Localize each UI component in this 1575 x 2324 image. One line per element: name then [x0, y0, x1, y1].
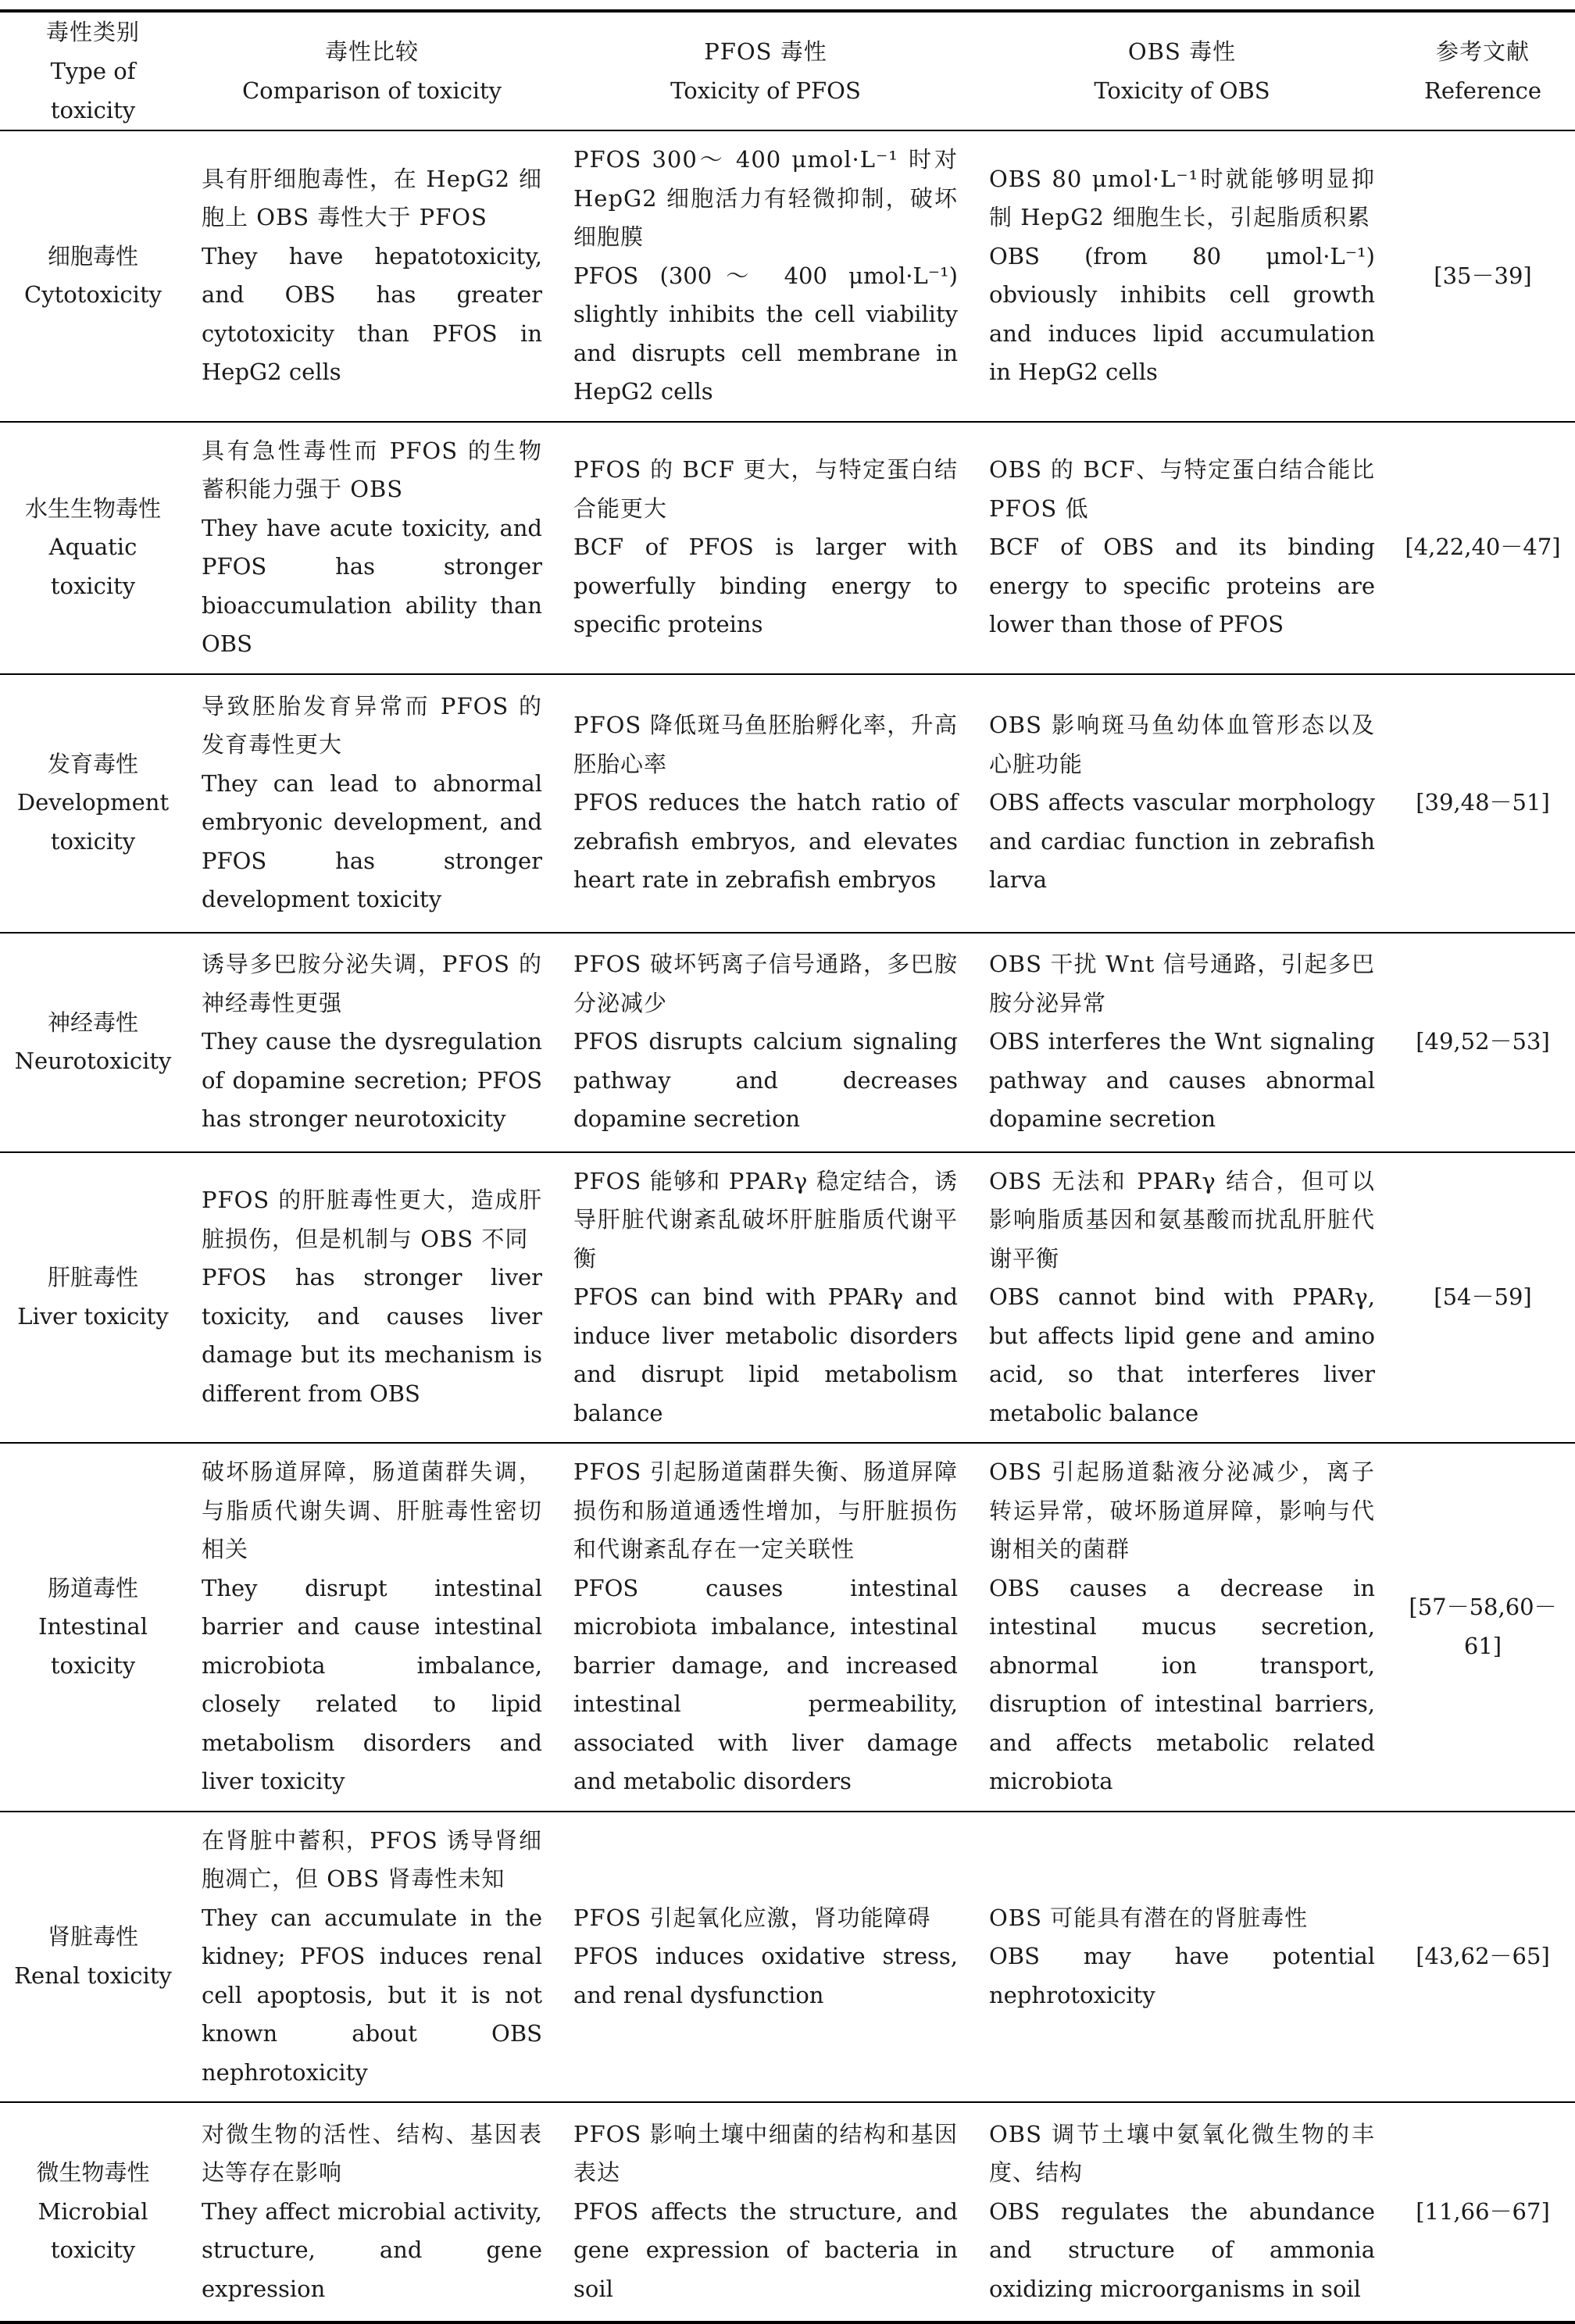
reference-cell: [4,22,40－47] [1391, 422, 1575, 674]
table-row [0, 933, 1575, 1152]
obs-cell [973, 1152, 1391, 1444]
comparison-cn: 具有急性毒性而 PFOS 的生物蓄积能力强于 OBS [202, 437, 542, 502]
obs-cn: OBS 80 μmol·L⁻¹时就能够明显抑制 HepG2 细胞生长，引起脂质积累 [989, 165, 1375, 231]
header-obs-toxicity [973, 11, 1391, 130]
comparison-cn: 在肾脏中蓄积，PFOS 诱导肾细胞凋亡，但 OBS 肾毒性未知 [202, 1826, 542, 1892]
pfos-cn: PFOS 引起肠道菌群失衡、肠道屏障损伤和肠道通透性增加，与肝脏损伤和代谢紊乱存在一定关联性 [573, 1458, 958, 1562]
header-reference [1391, 11, 1575, 130]
obs-cn: OBS 引起肠道黏液分泌减少，离子转运异常，破坏肠道屏障，影响与代谢相关的菌群 [989, 1458, 1375, 1562]
obs-cn: OBS 的 BCF、与特定蛋白结合能比 PFOS 低 [989, 456, 1375, 522]
table-row [0, 422, 1575, 674]
obs-cell [973, 1443, 1391, 1812]
reference-cell: [43,62－65] [1391, 1812, 1575, 2103]
pfos-cn: PFOS 引起氧化应激，肾功能障碍 [573, 1904, 931, 1931]
table-row [0, 130, 1575, 422]
obs-en: OBS affects vascular morphology and cardiac function in zebrafish larva [989, 789, 1375, 894]
category-en: Microbial toxicity [38, 2197, 148, 2264]
category-cn: 细胞毒性 [47, 242, 138, 270]
table-row [0, 674, 1575, 933]
reference-cell: [54－59] [1391, 1152, 1575, 1444]
category-en: Intestinal toxicity [38, 1613, 148, 1679]
category-cell [0, 1443, 186, 1812]
comparison-en: They can accumulate in the kidney; PFOS induces renal cell apoptosis, but it is not known about OBS nephrotoxicity [202, 1904, 542, 2086]
header-cn: 毒性类别 [45, 19, 140, 45]
header-comparison [186, 11, 558, 130]
pfos-cell [558, 1152, 973, 1444]
pfos-en: PFOS causes intestinal microbiota imbalance, intestinal barrier damage, and increased intestinal permeability, associated with liver damage and metabolic disorders [573, 1574, 958, 1794]
pfos-cell [558, 1443, 973, 1812]
comparison-cn: 诱导多巴胺分泌失调，PFOS 的神经毒性更强 [202, 951, 542, 1016]
comparison-cell [186, 1443, 558, 1812]
obs-en: OBS cannot bind with PPARγ, but affects lipid gene and amino acid, so that interferes liver metabolic balance [989, 1283, 1375, 1426]
category-cell [0, 933, 186, 1152]
table-body [0, 130, 1575, 2322]
header-cn: 参考文献 [1435, 38, 1530, 65]
category-cell [0, 1152, 186, 1444]
comparison-cn: 破坏肠道屏障，肠道菌群失调，与脂质代谢失调、肝脏毒性密切相关 [202, 1458, 542, 1562]
category-cn: 肾脏毒性 [47, 1923, 138, 1951]
pfos-cell [558, 674, 973, 933]
comparison-en: PFOS has stronger liver toxicity, and causes liver damage but its mechanism is different from OBS [202, 1264, 542, 1407]
pfos-cn: PFOS 的 BCF 更大，与特定蛋白结合能更大 [573, 456, 958, 522]
reference-cell: [39,48－51] [1391, 674, 1575, 933]
header-en: Comparison of toxicity [241, 77, 502, 104]
comparison-cn: 导致胚胎发育异常而 PFOS 的发育毒性更大 [202, 692, 542, 758]
table-row [0, 1152, 1575, 1444]
comparison-cell [186, 933, 558, 1152]
toxicity-comparison-table-wrapper [0, 9, 1575, 2324]
reference-cell: [49,52－53] [1391, 933, 1575, 1152]
category-cn: 肠道毒性 [47, 1574, 138, 1601]
obs-cell [973, 130, 1391, 422]
pfos-en: PFOS reduces the hatch ratio of zebrafish embryos, and elevates heart rate in zebrafish embryos [573, 789, 958, 894]
pfos-en: BCF of PFOS is larger with powerfully binding energy to specific proteins [573, 534, 958, 638]
obs-en: BCF of OBS and its binding energy to specific proteins are lower than those of PFOS [989, 534, 1375, 638]
pfos-en: PFOS induces oxidative stress, and renal dysfunction [573, 1943, 958, 2008]
category-en: Neurotoxicity [14, 1048, 172, 1074]
category-en: Development toxicity [16, 789, 170, 855]
pfos-cell [558, 422, 973, 674]
pfos-cn: PFOS 300～ 400 μmol·L⁻¹ 时对 HepG2 细胞活力有轻微抑制，破坏细胞膜 [573, 146, 958, 250]
category-cn: 神经毒性 [47, 1008, 138, 1036]
category-cn: 微生物毒性 [36, 2159, 150, 2187]
reference-cell: [35－39] [1391, 130, 1575, 422]
pfos-en: PFOS (300～ 400 μmol·L⁻¹) slightly inhibits the cell viability and disrupts cell membrane in HepG2 cells [573, 262, 958, 405]
pfos-cn: PFOS 能够和 PPARγ 稳定结合，诱导肝脏代谢紊乱破坏肝脏脂质代谢平衡 [573, 1167, 958, 1272]
header-en: Toxicity of OBS [1094, 77, 1270, 104]
comparison-en: They disrupt intestinal barrier and cause intestinal microbiota imbalance, closely related to lipid metabolism disorders and liver toxicity [202, 1574, 542, 1794]
category-cell [0, 2102, 186, 2322]
reference-cell: [11,66－67] [1391, 2102, 1575, 2322]
category-cn: 发育毒性 [47, 750, 138, 777]
header-type-of-toxicity [0, 11, 186, 130]
obs-en: OBS causes a decrease in intestinal mucus secretion, abnormal ion transport, disruption of intestinal barriers, and affects metabolic related microbiota [989, 1574, 1375, 1794]
pfos-cn: PFOS 破坏钙离子信号通路，多巴胺分泌减少 [573, 951, 958, 1016]
comparison-en: They have hepatotoxicity, and OBS has greater cytotoxicity than PFOS in HepG2 cells [202, 242, 542, 386]
obs-cn: OBS 可能具有潜在的肾脏毒性 [989, 1904, 1309, 1931]
comparison-cell [186, 2102, 558, 2322]
obs-en: OBS interferes the Wnt signaling pathway and causes abnormal dopamine secretion [989, 1028, 1375, 1133]
category-cell [0, 1812, 186, 2103]
category-en: Renal toxicity [14, 1962, 172, 1989]
comparison-en: They cause the dysregulation of dopamine secretion; PFOS has stronger neurotoxicity [202, 1028, 542, 1133]
comparison-en: They affect microbial activity, structure, and gene expression [202, 2197, 542, 2302]
obs-cell [973, 1812, 1391, 2103]
comparison-cell [186, 422, 558, 674]
comparison-cell [186, 1812, 558, 2103]
table-row [0, 1443, 1575, 1812]
pfos-en: PFOS can bind with PPARγ and induce liver metabolic disorders and disrupt lipid metabolism balance [573, 1283, 958, 1426]
obs-cn: OBS 无法和 PPARγ 结合，但可以影响脂质基因和氨基酸而扰乱肝脏代谢平衡 [989, 1167, 1375, 1272]
comparison-cn: 具有肝细胞毒性，在 HepG2 细胞上 OBS 毒性大于 PFOS [202, 165, 542, 231]
header-row [0, 11, 1575, 130]
header-cn: 毒性比较 [324, 38, 419, 65]
obs-en: OBS may have potential nephrotoxicity [989, 1943, 1375, 2008]
header-pfos-toxicity [558, 11, 973, 130]
comparison-en: They can lead to abnormal embryonic development, and PFOS has stronger development toxicity [202, 769, 542, 912]
category-en: Cytotoxicity [24, 281, 162, 309]
obs-cell [973, 2102, 1391, 2322]
pfos-en: PFOS disrupts calcium signaling pathway and decreases dopamine secretion [573, 1028, 958, 1133]
category-cell [0, 422, 186, 674]
pfos-cell [558, 2102, 973, 2322]
comparison-cn: 对微生物的活性、结构、基因表达等存在影响 [202, 2120, 542, 2187]
obs-cn: OBS 调节土壤中氨氧化微生物的丰度、结构 [989, 2120, 1375, 2187]
comparison-cn: PFOS 的肝脏毒性更大，造成肝脏损伤，但是机制与 OBS 不同 [202, 1187, 542, 1252]
header-en: Reference [1424, 77, 1541, 104]
obs-cell [973, 674, 1391, 933]
pfos-cell [558, 1812, 973, 2103]
comparison-en: They have acute toxicity, and PFOS has stronger bioaccumulation ability than OBS [202, 514, 542, 657]
comparison-cell [186, 1152, 558, 1444]
comparison-cell [186, 130, 558, 422]
obs-en: OBS regulates the abundance and structure of ammonia oxidizing microorganisms in soil [989, 2197, 1375, 2302]
pfos-cn: PFOS 降低斑马鱼胚胎孵化率，升高胚胎心率 [573, 712, 958, 777]
pfos-cell [558, 933, 973, 1152]
category-en: Aquatic toxicity [48, 534, 138, 599]
category-cell [0, 674, 186, 933]
category-cn: 水生生物毒性 [24, 494, 161, 522]
reference-cell: [57－58,60－61] [1391, 1443, 1575, 1812]
category-cell [0, 130, 186, 422]
obs-cell [973, 422, 1391, 674]
pfos-en: PFOS affects the structure, and gene expression of bacteria in soil [573, 2197, 958, 2302]
toxicity-comparison-table [0, 9, 1575, 2324]
obs-cn: OBS 影响斑马鱼幼体血管形态以及心脏功能 [989, 712, 1375, 777]
header-en: Toxicity of PFOS [670, 77, 861, 104]
obs-cn: OBS 干扰 Wnt 信号通路，引起多巴胺分泌异常 [989, 951, 1375, 1016]
table-header [0, 11, 1575, 130]
table-row [0, 2102, 1575, 2322]
obs-en: OBS (from 80 μmol·L⁻¹) obviously inhibits cell growth and induces lipid accumulation in HepG2 cells [989, 242, 1375, 386]
pfos-cn: PFOS 影响土壤中细菌的结构和基因表达 [573, 2120, 958, 2187]
comparison-cell [186, 674, 558, 933]
category-en: Liver toxicity [17, 1302, 169, 1330]
header-en: Type of toxicity [50, 58, 136, 123]
pfos-cell [558, 130, 973, 422]
header-cn: PFOS 毒性 [704, 38, 827, 65]
header-cn: OBS 毒性 [1127, 38, 1237, 65]
category-cn: 肝脏毒性 [47, 1264, 138, 1291]
obs-cell [973, 933, 1391, 1152]
table-row [0, 1812, 1575, 2103]
